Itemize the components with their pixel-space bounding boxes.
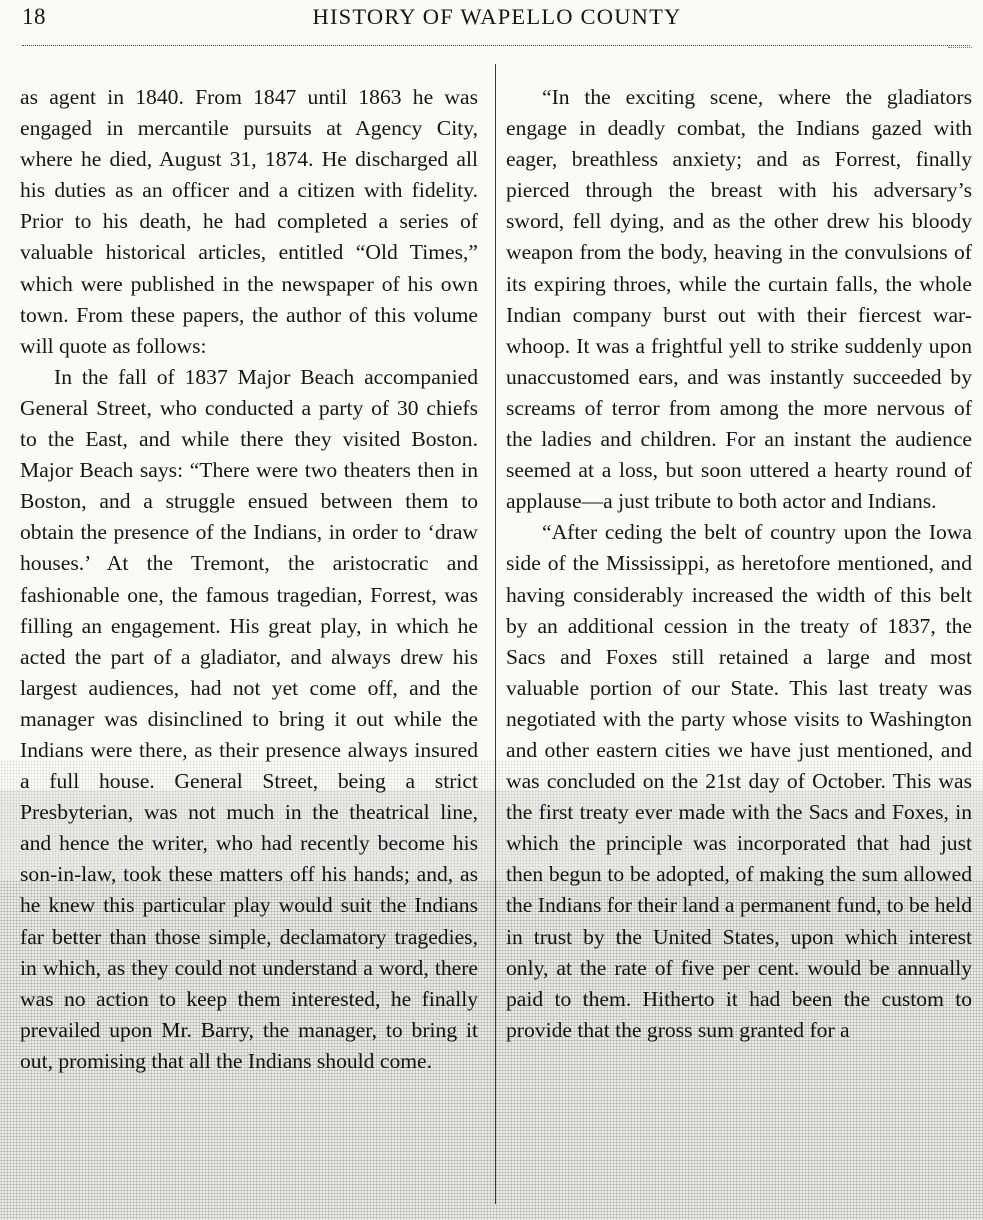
page-header — [22, 2, 972, 42]
column-divider — [495, 64, 496, 1204]
right-column — [506, 82, 972, 1046]
running-title: HISTORY OF WAPELLO COUNTY — [312, 4, 682, 29]
left-paragraph-2: In the fall of 1837 Major Beach accompanied General Street, who conducted a party of 30 chiefs to the East, and while there they visited Boston. Major Beach says: “There were two theaters then in Boston, and a struggle ensued between them to obtain the presence of the Indians, in order to ‘draw houses.’ At the Tremont, the aristocratic and fashionable one, the famous tragedian, Forrest, was filling an engagement. His great play, in which he acted the part of a gladiator, and always drew his largest audiences, had not yet come off, and the manager was disinclined to bring it out while the Indians were there, as their presence always insured a full house. General Street, being a strict Presbyterian, was not much in the theatrical line, and hence the writer, who had recently become his son-in-law, took these matters off his hands; and, as he knew this particular play would suit the Indians far better than those simple, declamatory tragedies, in which, as they could not understand a word, there was no action to keep them interested, he finally prevailed upon Mr. Barry, the manager, to bring it out, promising that all the Indians should come. — [20, 364, 478, 1073]
left-paragraph-1: as agent in 1840. From 1847 until 1863 he was engaged in mercantile pursuits at Agency City, where he died, August 31, 1874. He discharged all his duties as an officer and a citizen with fidelity. Prior to his death, he had completed a series of valuable historical articles, entitled “Old Times,” which were published in the newspaper of his own town. From these papers, the author of this volume will quote as follows: — [20, 85, 478, 358]
right-paragraph-1: “In the exciting scene, where the gladiators engage in deadly combat, the Indians gazed with eager, breathless anxiety; and as Forrest, finally pierced through the breast with his adversary’s sword, fell dying, and as the other drew his bloody weapon from the body, heaving in the convulsions of its expiring throes, while the curtain falls, the whole Indian company burst out with their fiercest war-whoop. It was a frightful yell to strike suddenly upon unaccustomed ears, and was instantly succeeded by screams of terror from among the more nervous of the ladies and children. For an instant the audience seemed at a loss, but soon uttered a hearty round of applause—a just tribute to both actor and Indians. — [506, 85, 972, 514]
header-rule — [22, 45, 970, 46]
left-column — [20, 82, 478, 1077]
right-paragraph-2: “After ceding the belt of country upon the Iowa side of the Mississippi, as heretofore mentioned, and having considerably increased the width of this belt by an additional cession in the treaty of 1837, the Sacs and Foxes still retained a large and most valuable portion of our State. This last treaty was negotiated with the party whose visits to Washington and other eastern cities we have just mentioned, and was concluded on the 21st day of October. This was the first treaty ever made with the Sacs and Foxes, in which the principle was incorporated that had just then begun to be adopted, of making the sum allowed the Indians for their land a permanent fund, to be held in trust by the United States, upon which interest only, at the rate of five per cent. would be annually paid to them. Hitherto it had been the custom to provide that the gross sum granted for a — [506, 520, 972, 1042]
header-rule-end — [948, 47, 972, 48]
page-number: 18 — [22, 4, 46, 29]
